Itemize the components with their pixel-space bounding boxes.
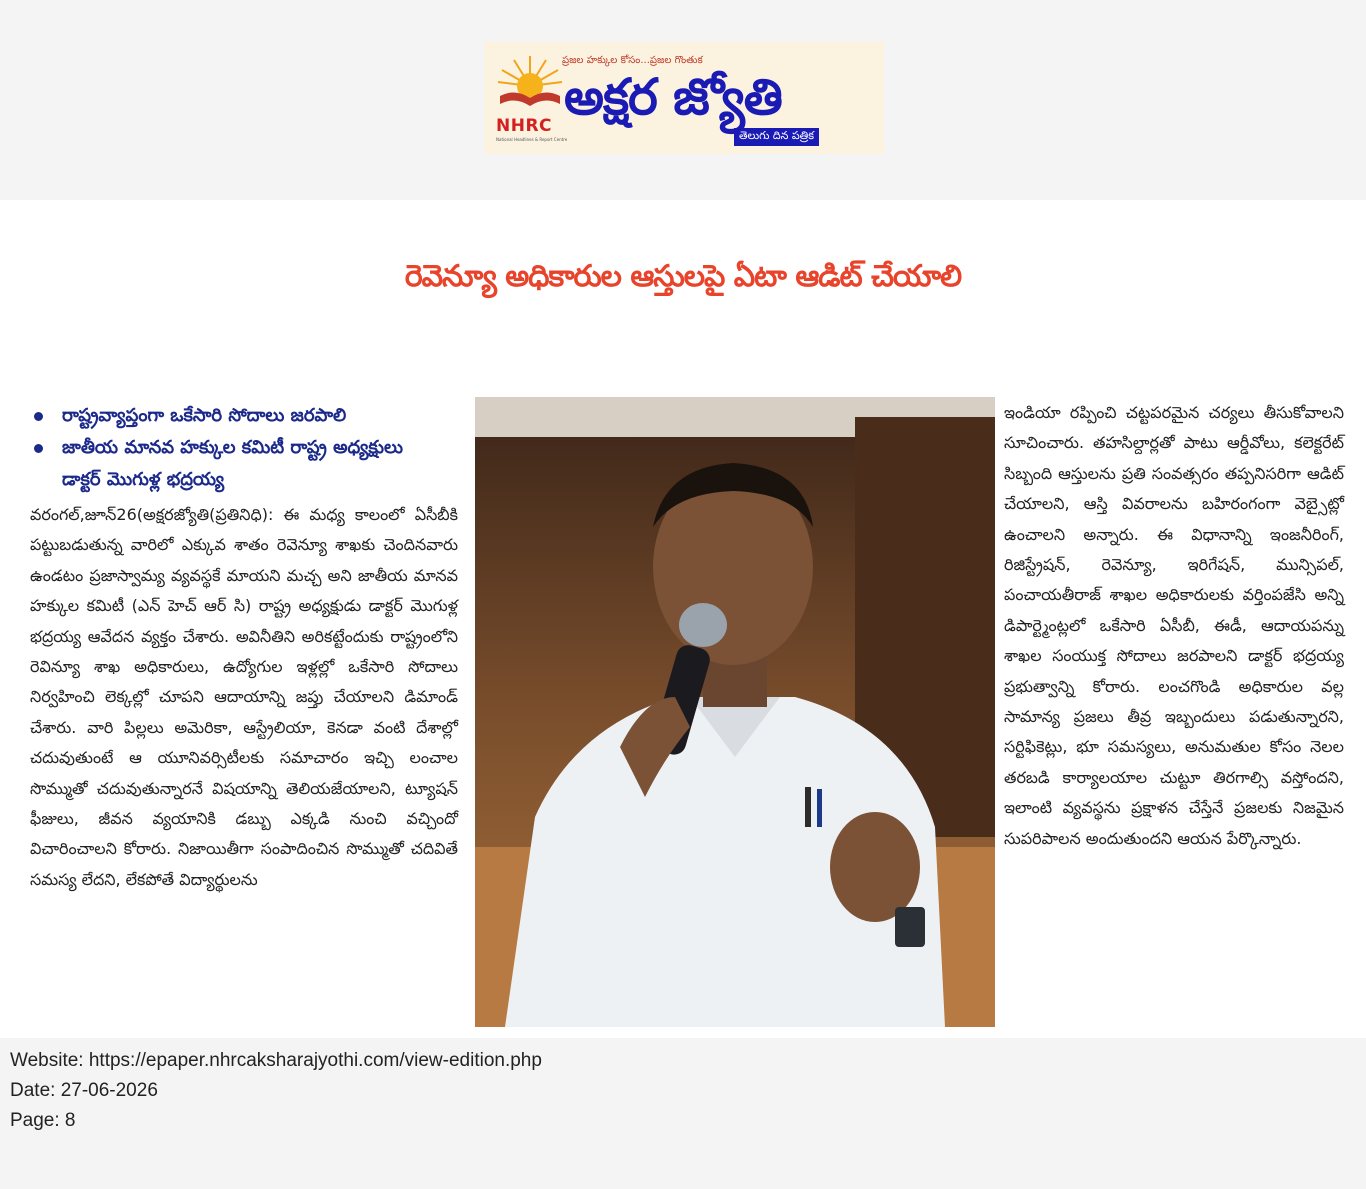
article-body-right: ఇండియా రప్పించి చట్టపరమైన చర్యలు తీసుకోవాలని సూచించారు. తహసిల్దార్లతో పాటు ఆర్డీవోలు, కలెక్టరేట్ సిబ్బంది ఆస్తులను ప్రతి సంవత్సరం తప్పనిసరిగా ఆడిట్ చేయాలని, ఆస్తి వివరాలను బహిరంగంగా వెబ్సైట్లో ఉంచాలని అన్నారు. ఈ విధానాన్ని ఇంజనీరింగ్, రిజిస్ట్రేషన్, రెవెన్యూ, ఇరిగేషన్, మున్సిపల్, పంచాయతీరాజ్ శాఖల అధికారులకు వర్తింపజేసి అన్ని డిపార్ట్మెంట్లలో ఒకేసారి ఏసీబీ, ఈడీ, ఆదాయపన్ను శాఖల సంయుక్త సోదాలు జరపాలని డాక్టర్ భద్రయ్య ప్రభుత్వాన్ని కోరారు. లంచగొండి అధికారుల వల్ల సామాన్య ప్రజలు తీవ్ర ఇబ్బందులు పడుతున్నారని, సర్టిఫికెట్లు, భూ సమస్యలు, అనుమతుల కోసం నెలల తరబడి కార్యాలయాల చుట్టూ తిరగాల్సి వస్తోందని, ఇలాంటి వ్యవస్థను ప్రక్షాళన చేస్తేనే ప్రజలకు నిజమైన సుపరిపాలన అందుతుందని ఆయన పేర్కొన్నారు.: [1004, 403, 1344, 848]
article-body-left: వరంగల్,జూన్26(అక్షరజ్యోతి(ప్రతినిధి): ఈ మధ్య కాలంలో ఏసీబీకి పట్టుబడుతున్న వారిలో ఎక్కువ శాతం రెవెన్యూ శాఖకు చెందినవారు ఉండటం ప్రజాస్వామ్య వ్యవస్థకే మాయని మచ్చ అని జాతీయ మానవ హక్కుల కమిటీ (ఎన్ హెచ్ ఆర్ సి) రాష్ట్ర అధ్యక్షుడు డాక్టర్ మొగుళ్ల భద్రయ్య ఆవేదన వ్యక్తం చేశారు. అవినీతిని అరికట్టేందుకు రాష్ట్రంలోని రెవిన్యూ శాఖ అధికారులు, ఉద్యోగుల ఇళ్లల్లో ఒకేసారి సోదాలు నిర్వహించి లెక్కల్లో చూపని ఆదాయాన్ని జప్తు చేయాలని డిమాండ్ చేశారు. వారి పిల్లలు అమెరికా, ఆస్ట్రేలియా, కెనడా వంటి దేశాల్లో చదువుతుంటే ఆ యూనివర్సిటీలకు సమాచారం ఇచ్చి లంచాల సొమ్ముతో చదువుతున్నారనే విషయాన్ని తెలియజేయాలని, ట్యూషన్ ఫీజులు, జీవన వ్యయానికి డబ్బు ఎక్కడి నుంచి వచ్చిందో విచారించాలని కోరారు. నిజాయితీగా సంపాదించిన సొమ్ముతో చదివితే సమస్య లేదని, లేకపోతే విద్యార్థులను: [30, 505, 458, 889]
bullet-icon: [34, 444, 43, 453]
date-line: Date: 27-06-2026: [10, 1080, 158, 1101]
edition-info: [10, 1046, 542, 1136]
article-highlights: [32, 400, 458, 496]
nhrc-logo-subtext: National Headlines & Report Centre: [496, 137, 568, 142]
masthead-tagline: ప్రజల హక్కుల కోసం...ప్రజల గొంతుక: [562, 55, 703, 66]
highlight-item: [32, 400, 458, 432]
nhrc-logo-text: NHRC: [496, 116, 553, 136]
bullet-icon: [34, 412, 43, 421]
article-column-left: [30, 500, 458, 895]
newspaper-logo: [484, 42, 884, 154]
speaker-photo-illustration: [475, 397, 995, 1027]
website-line[interactable]: Website: https://epaper.nhrcaksharajyothi.com/view-edition.php: [10, 1050, 542, 1071]
article-column-right: [1004, 398, 1344, 854]
article-photo: [475, 397, 995, 1027]
masthead: [0, 0, 1366, 200]
highlight-text-continued: డాక్టర్ మొగుళ్ల భద్రయ్య: [62, 469, 225, 490]
highlight-text: రాష్ట్రవ్యాప్తంగా ఒకేసారి సోదాలు జరపాలి: [62, 405, 347, 426]
masthead-subtitle: తెలుగు దిన పత్రిక: [734, 128, 819, 146]
masthead-title: అక్షర జ్యోతి: [564, 68, 782, 126]
highlight-text: జాతీయ మానవ హక్కుల కమిటీ రాష్ట్ర అధ్యక్షులు: [62, 437, 403, 458]
rising-sun-book-icon: [494, 52, 566, 112]
page-line: Page: 8: [10, 1110, 76, 1131]
article-headline: రెవెన్యూ అధికారుల ఆస్తులపై ఏటా ఆడిట్ చేయాలి: [404, 259, 962, 294]
highlight-item: [32, 432, 458, 464]
